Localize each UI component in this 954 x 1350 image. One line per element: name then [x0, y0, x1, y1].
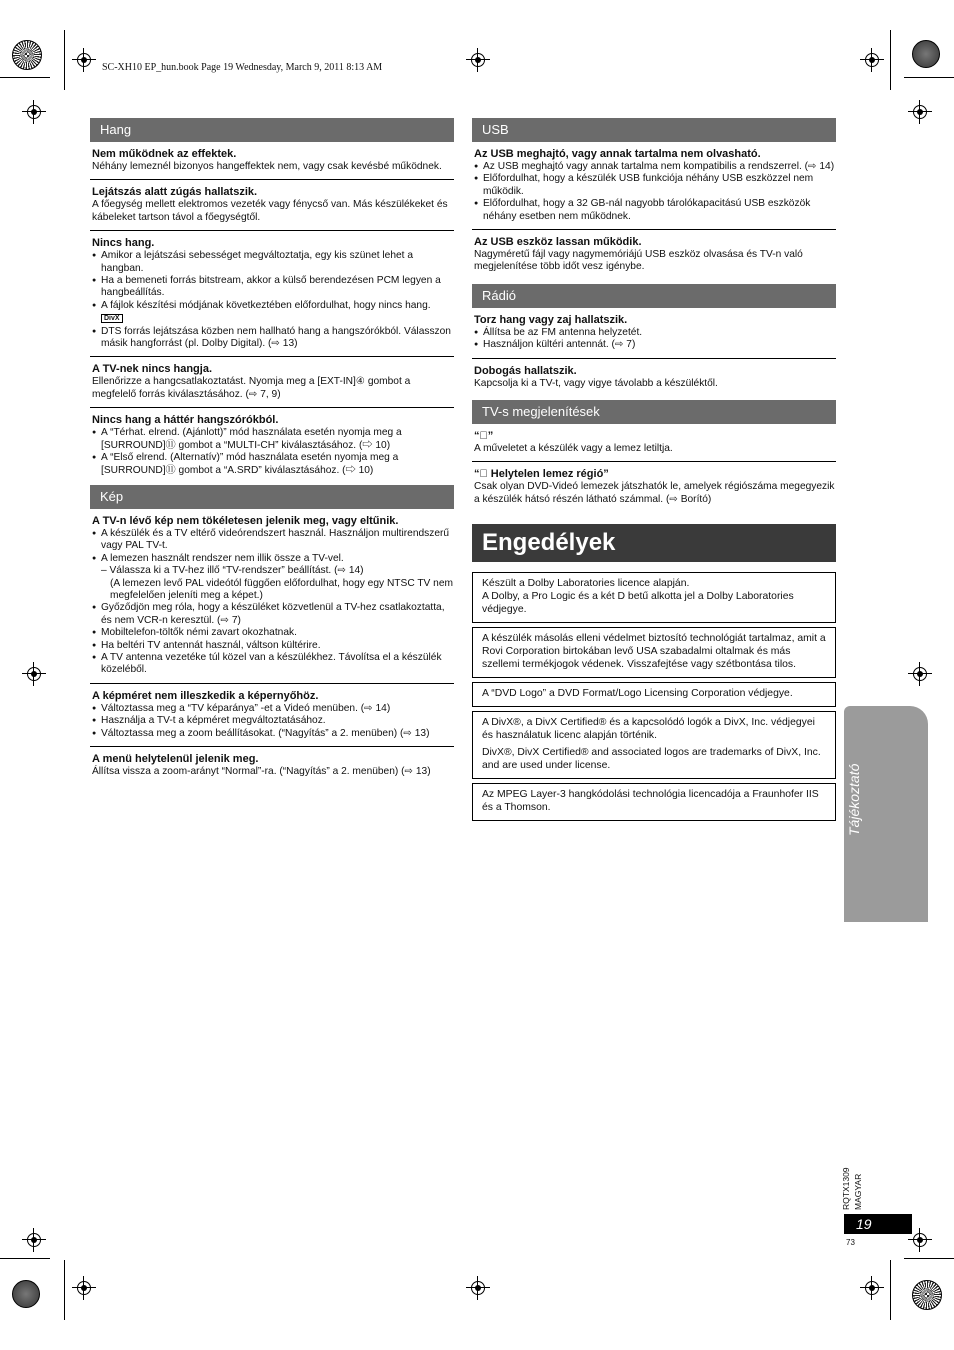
- crosshair-mark: [72, 48, 96, 72]
- problem-title: Dobogás hallatszik.: [474, 364, 577, 377]
- bullet-item: ● Az USB meghajtó vagy annak tartalma nem kompatibilis a rendszerrel. (⇨ 14): [474, 161, 836, 173]
- troubleshoot-item: [90, 231, 454, 357]
- licenses-title: Engedélyek: [472, 524, 836, 562]
- troubleshoot-item: [472, 308, 836, 359]
- page-number: 19: [844, 1214, 912, 1234]
- crosshair-mark: [466, 48, 490, 72]
- crosshair-mark: [72, 1276, 96, 1300]
- problem-title: A képméret nem illeszkedik a képernyőhöz.: [92, 689, 319, 702]
- troubleshoot-item: [90, 408, 454, 485]
- license-box: [472, 783, 836, 821]
- crop-line: [0, 1258, 50, 1259]
- problem-title: Az USB meghajtó, vagy annak tartalma nem olvasható.: [474, 148, 761, 160]
- problem-title: Torz hang vagy zaj hallatszik.: [474, 313, 628, 326]
- section-header-usb: USB: [472, 118, 836, 142]
- license-box: [472, 711, 836, 779]
- troubleshoot-item: [90, 357, 454, 408]
- license-text: A DivX®, a DivX Certified® és a kapcsolódó logók a DivX, Inc. védjegyei és használatuk licenc alapján történik.: [482, 717, 815, 742]
- section-header-kep: Kép: [90, 485, 454, 509]
- bullet-item: ● Mobiltelefon-töltők némi zavart okozhatnak.: [92, 627, 454, 639]
- solution-text: Állítsa vissza a zoom-arányt “Normal”-ra. (“Nagyítás” a 2. menüben) (⇨ 13): [92, 766, 431, 777]
- license-text: Készült a Dolby Laboratories licence alapján. A Dolby, a Pro Logic és a két D betű alkotta jel a Dolby Laboratories védjegye.: [482, 578, 794, 616]
- crop-line: [890, 30, 891, 90]
- crosshair-mark: [22, 1228, 46, 1252]
- problem-title: A TV-nek nincs hangja.: [92, 363, 213, 376]
- bullet-item: ● Előfordulhat, hogy a készülék USB funkciója néhány USB eszközzel nem működik.: [474, 173, 836, 198]
- crop-line: [904, 77, 954, 78]
- solution-text: Néhány lemeznél bizonyos hangeffektek nem, vagy csak kevésbé működnek.: [92, 161, 442, 172]
- crop-line: [64, 30, 65, 90]
- license-text: A “DVD Logo” a DVD Format/Logo Licensing Corporation védjegye.: [482, 688, 793, 700]
- bullet-item: ● Változtassa meg a “TV képaránya” -et a Videó menüben. (⇨ 14): [92, 703, 454, 715]
- bullet-item: ● A TV antenna vezetéke túl közel van a készülékhez. Távolítsa el a készülék közeléből.: [92, 652, 454, 677]
- troubleshoot-item: [472, 462, 836, 512]
- crop-line: [890, 1260, 891, 1320]
- section-header-hang: Hang: [90, 118, 454, 142]
- left-column: [90, 118, 454, 784]
- registration-star-mark: [912, 1280, 942, 1310]
- divx-badge: DivX: [101, 314, 123, 323]
- license-box: [472, 627, 836, 678]
- bullet-item: ● Változtassa meg a zoom beállításokat. (“Nagyítás” a 2. menüben) (⇨ 13): [92, 728, 454, 740]
- solution-text: Ellenőrizze a hangcsatlakoztatást. Nyomja meg a [EXT-IN]④ gombot a megfelelő forrás kiválasztásához. (⇨ 7, 9): [92, 376, 411, 400]
- document-code-line: RQTX1309: [841, 1167, 851, 1210]
- bullet-item: ● Ha beltéri TV antennát használ, váltson kültérire.: [92, 640, 454, 652]
- troubleshoot-item: [472, 142, 836, 230]
- crosshair-mark: [860, 1276, 884, 1300]
- troubleshoot-item: [90, 180, 454, 231]
- bullet-item: [92, 300, 454, 326]
- bullet-item: ● DTS forrás lejátszása közben nem hallható hang a hangszórókból. Válasszon másik hangforrást (pl. Dolby Digital). (⇨ 13): [92, 326, 454, 351]
- sub-item: – Válassza ki a TV-hez illő “TV-rendszer” beállítást. (⇨ 14): [101, 565, 364, 577]
- troubleshoot-item: [472, 359, 836, 400]
- section-header-tv: TV-s megjelenítések: [472, 400, 836, 424]
- problem-title: Nem működnek az effektek.: [92, 148, 237, 160]
- problem-title: “⃠”: [474, 430, 494, 443]
- crosshair-mark: [22, 662, 46, 686]
- right-column: [472, 118, 836, 825]
- document-code: [840, 1150, 864, 1210]
- bullet-item: ● Amikor a lejátszási sebességet megváltoztatja, egy kis szünet lehet a hangban.: [92, 250, 454, 275]
- crosshair-mark: [860, 48, 884, 72]
- solution-text: A főegység mellett elektromos vezeték vagy fénycső van. Más készülékeket és kábeleket tartson távol a főegységtől.: [92, 199, 448, 223]
- problem-title: Lejátszás alatt zúgás hallatszik.: [92, 186, 258, 199]
- troubleshoot-item: [472, 424, 836, 462]
- crosshair-mark: [908, 100, 932, 124]
- problem-title: A TV-n lévő kép nem tökéletesen jelenik meg, vagy eltűnik.: [92, 514, 399, 527]
- bullet-item: ● Ha a bemeneti forrás bitstream, akkor a külső berendezésen PCM legyen a hangbeállítás.: [92, 275, 454, 300]
- solution-text: Nagyméretű fájl vagy nagymemóriájú USB eszköz olvasása és TV-n való megjelenítése több időt vesz igénybe.: [474, 249, 803, 273]
- license-text: Az MPEG Layer-3 hangkódolási technológia licencadója a Fraunhofer IIS és a Thomson.: [482, 789, 819, 814]
- sub-note: (A lemezen levő PAL videótól függően előfordulhat, hogy egy NTSC TV nem megfelelően jeleníti meg a képet.): [110, 577, 453, 601]
- crosshair-mark: [22, 100, 46, 124]
- license-text: DivX®, DivX Certified® and associated logos are trademarks of DivX, Inc. and are used under license.: [482, 747, 821, 772]
- troubleshoot-item: [472, 230, 836, 284]
- troubleshoot-item: [90, 747, 454, 784]
- license-box: [472, 572, 836, 623]
- registration-star-mark: [12, 40, 42, 70]
- problem-title: Nincs hang.: [92, 237, 155, 250]
- crosshair-mark: [908, 662, 932, 686]
- problem-title: “⃠ Helytelen lemez régió”: [474, 468, 609, 481]
- registration-disc-mark: [912, 40, 940, 68]
- crosshair-mark: [466, 1276, 490, 1300]
- page-sub-number: 73: [846, 1238, 855, 1247]
- bullet-item: ● Győződjön meg róla, hogy a készüléket közvetlenül a TV-hez csatlakoztatta, és nem VCR-n keresztül. (⇨ 7): [92, 602, 454, 627]
- problem-title: A menü helytelenül jelenik meg.: [92, 753, 259, 765]
- crop-line: [0, 77, 50, 78]
- troubleshoot-item: [90, 684, 454, 747]
- registration-disc-mark: [12, 1280, 40, 1308]
- print-header: SC-XH10 EP_hun.book Page 19 Wednesday, March 9, 2011 8:13 AM: [102, 62, 383, 73]
- bullet-item: ● Használjon kültéri antennát. (⇨ 7): [474, 339, 836, 351]
- bullet-item: ● A “Első elrend. (Alternatív)” mód használata esetén nyomja meg a [SURROUND]⑪ gombot a “A.SRD” kiválasztásához. (⇨ 10): [92, 452, 454, 477]
- bullet-text: A fájlok készítési módjának következtében előfordulhat, hogy nincs hang.: [101, 299, 431, 311]
- troubleshoot-item: [90, 509, 454, 684]
- bullet-item: ● A készülék és a TV eltérő videórendszert használ. Használjon multirendszerű vagy PAL TV-t.: [92, 528, 454, 553]
- bullet-item: ● Állítsa be az FM antenna helyzetét.: [474, 327, 836, 339]
- problem-title: Az USB eszköz lassan működik.: [474, 236, 642, 249]
- bullet-item: ● A “Térhat. elrend. (Ajánlott)” mód használata esetén nyomja meg a [SURROUND]⑪ gombot a “MULTI-CH” kiválasztásához. (⇨ 10): [92, 427, 454, 452]
- crop-line: [904, 1258, 954, 1259]
- problem-title: Nincs hang a háttér hangszórókból.: [92, 414, 279, 427]
- bullet-item: ● Előfordulhat, hogy a 32 GB-nál nagyobb tárolókapacitású USB eszközök néhány esetben nem működnek.: [474, 198, 836, 223]
- side-tab-label: Tájékoztató: [846, 763, 862, 837]
- crop-line: [64, 1260, 65, 1320]
- solution-text: A műveletet a készülék vagy a lemez letiltja.: [474, 443, 673, 455]
- bullet-item: ● A lemezen használt rendszer nem illik össze a TV-vel.: [92, 553, 454, 565]
- solution-text: Kapcsolja ki a TV-t, vagy vigye távolabb a készüléktől.: [474, 377, 718, 389]
- license-text: A készülék másolás elleni védelmet biztosító technológiát tartalmaz, amit a Rovi Corporation birtokában levő USA szabadalmi oltalmak és más szellemi termékjogok védenek. Visszafejtése vagy szétbontása tilos.: [482, 633, 826, 671]
- solution-text: Csak olyan DVD-Videó lemezek játszhatók le, amelyek régiószáma megegyezik a készülék hátsó részén látható számmal. (⇨ Borító): [474, 481, 835, 505]
- license-box: [472, 682, 836, 707]
- section-header-radio: Rádió: [472, 284, 836, 308]
- troubleshoot-item: [90, 142, 454, 180]
- bullet-item: ● Használja a TV-t a képméret megváltoztatásához.: [92, 715, 454, 727]
- language-label: MAGYAR: [853, 1173, 863, 1210]
